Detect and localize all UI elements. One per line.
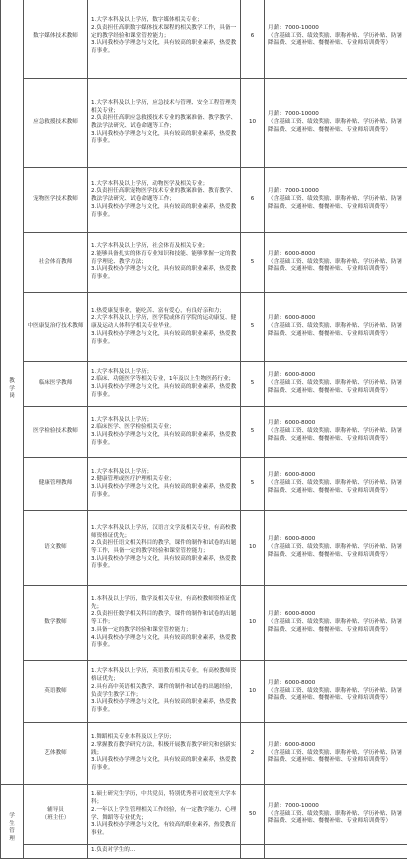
table-row [1,407,407,458]
position-cell [24,785,88,845]
headcount-cell: 10 [241,79,265,168]
position-label: 医学检验技术教师 [33,428,78,436]
position-cell [24,362,88,407]
salary-cell: 月薪：7000-10000 （含基础工资、绩效奖励、职称补贴、学历补贴、防暑降温费、交通补贴、餐餐补贴、专业师培训费等） [265,785,407,845]
table-row [1,511,407,586]
headcount-cell: 6 [241,0,265,79]
category-cell-teacher [1,0,24,785]
table-row [1,785,407,845]
category-label: 学生管理 [9,813,16,844]
requirements-cell: 1.大学本科及以上学历，社会体育及相关专业； 2.能够具备扎实的体育专业知识和技能、能够掌握一定的教育学理论、教学方法； 3.认同我校办学理念与文化，具有较高的职业素养，热爱教育事业。 [88,233,241,293]
headcount-cell: 5 [241,233,265,293]
salary-cell: 月薪：6000-8000 （含基础工资、绩效奖励、职称补贴、学历补贴、防暑降温费、交通补贴、餐餐补贴、专业师培训费等） [265,362,407,407]
position-label: 艺体教师 [44,750,66,758]
category-label: 教学岗 [9,378,16,401]
position-label: 应急救援技术教师 [33,119,78,127]
position-cell [24,586,88,661]
table-row [1,293,407,362]
table-row [1,79,407,168]
salary-cell: 月薪：6000-8000 （含基础工资、绩效奖励、职称补贴、学历补贴、防暑降温费、交通补贴、餐餐补贴、专业师培训费等） [265,723,407,785]
position-cell [24,0,88,79]
requirements-cell: 1.大学本科及以上学历，应急技术与管理、安全工程管理类相关专业； 2.负责担任高职应急救援技术专业的教案准备、教学教学、教法学法研究、试卷命题等工作； 3.认同我校办学理念与文化，具有较高的职业素养，热爱教育事业。 [88,79,241,168]
position-label: 数学教师 [44,619,66,627]
requirements-cell: 1.大学本科及以上学历，英语教育相关专业，有高校教师资格证优先； 2.具有高中英语相关教学、课件的制作和试卷的出题经验，负责学生教学工作； 3.认同我校办学理念与文化，具有较高的职业素养，热爱教育事业。 [88,661,241,723]
position-cell [24,293,88,362]
position-cell [24,661,88,723]
headcount-cell: 10 [241,661,265,723]
position-cell [24,407,88,458]
requirements-cell: 1.大学本科及以上学历； 2.健康管理或医疗护理相关专业； 3.认同我校办学理念与文化，具有较高的职业素养，热爱教育事业。 [88,458,241,511]
position-cell [24,845,88,859]
headcount-cell: 10 [241,586,265,661]
position-label: 社会体育教师 [39,259,73,267]
salary-cell: 月薪：6000-8000 （含基础工资、绩效奖励、职称补贴、学历补贴、防暑降温费、交通补贴、餐餐补贴、专业师培训费等） [265,458,407,511]
recruitment-table-body [1,0,407,859]
requirements-cell: 1.大学本科及以上学历，数字媒体相关专业； 2.负责担任高职数字媒体技术课程的相关教学工作，具备一定的教学经验和课堂管控能力； 3.认同我校办学理念与文化，具有较高的职业素养，热爱教育事业。 [88,0,241,79]
table-row [1,362,407,407]
requirements-cell: 1.大学本科及以上学历； 2.临床医学、医学检验相关专业； 3.认同我校办学理念与文化，具有较高的职业素养，热爱教育事业。 [88,407,241,458]
salary-cell: 月薪：7000-10000 （含基础工资、绩效奖励、职称补贴、学历补贴、防暑降温费、交通补贴、餐餐补贴、专业师培训费等） [265,168,407,233]
table-row [1,168,407,233]
headcount-cell: 50 [241,785,265,845]
position-cell [24,458,88,511]
requirements-cell: 1.舞蹈相关专业本科及以上学历； 2.掌握教育教学研究方法，积极开展教育教学研究和创新实践； 3.认同我校办学理念与文化，具有较高的职业素养，热爱教育事业。 [88,723,241,785]
headcount-cell: 5 [241,458,265,511]
requirements-cell: 1.大学本科及以上学历，动物医学及相关专业； 2.负责担任高职宠物医学技术专业的教案准备、教育教学、教法学法研究、试卷命题等工作； 3.认同我校办学理念与文化，具有较高的职业素养，热爱教育事业。 [88,168,241,233]
salary-cell: 月薪：6000-8000 （含基础工资、绩效奖励、职称补贴、学历补贴、防暑降温费、交通补贴、餐餐补贴、专业师培训费等） [265,586,407,661]
table-row [1,458,407,511]
headcount-cell: 6 [241,168,265,233]
salary-cell: 月薪：6000-8000 （含基础工资、绩效奖励、职称补贴、学历补贴、防暑降温费、交通补贴、餐餐补贴、专业师培训费等） [265,511,407,586]
headcount-cell: 2 [241,723,265,785]
headcount-cell: 10 [241,511,265,586]
category-cell-student-affairs [1,785,24,859]
requirements-cell: 1.热爱康复事业，能吃苦、富有爱心，有良好亲和力； 2.大学本科及以上学历，医学院或体育学院的运动康复、健康及运动人体科学相关专业毕业。 3.认同我校办学理念与文化，具有较高的职业素养，热爱教育事业。 [88,293,241,362]
position-label: 数字媒体技术教师 [33,33,78,41]
position-cell [24,79,88,168]
salary-cell: 月薪：7000-10000 （含基础工资、绩效奖励、职称补贴、学历补贴、防暑降温费、交通补贴、餐餐补贴、专业师培训费等） [265,0,407,79]
table-row [1,723,407,785]
position-label: 语文教师 [44,544,66,552]
position-cell [24,233,88,293]
salary-cell [265,845,407,859]
table-row [1,586,407,661]
salary-cell: 月薪：6000-8000 （含基础工资、绩效奖励、职称补贴、学历补贴、防暑降温费、交通补贴、餐餐补贴、专业师培训费等） [265,233,407,293]
position-label: 健康管理教师 [39,480,73,488]
requirements-cell: 1.硕士研究生学历，中共党员，特别优秀者可放宽至大学本科； 2.一年以上学生管理相关工作经验，有一定教学能力、心理学、舞蹈等专业优先； 3.认同我校办学理念与文化，有较高的职业素养，热爱教育事业。 [88,785,241,845]
position-cell [24,511,88,586]
position-label: 英语教师 [44,688,66,696]
requirements-cell: 1.大学本科及以上学历； 2.临床、功能医学等相关专业，1年及以上生物医药行业； 3.认同我校办学理念与文化，具有较高的职业素养，热爱教育事业。 [88,362,241,407]
salary-cell: 月薪：6000-8000 （含基础工资、绩效奖励、职称补贴、学历补贴、防暑降温费、交通补贴、餐餐补贴、专业师培训费等） [265,661,407,723]
salary-cell: 月薪：6000-8000 （含基础工资、绩效奖励、职称补贴、学历补贴、防暑降温费、交通补贴、餐餐补贴、专业师培训费等） [265,407,407,458]
table-row [1,661,407,723]
requirements-cell: 1.大学本科及以上学历，汉语言文学及相关专业，有高校教师资格证优先； 2.负责担任语文相关科目的教学，课件的制作和试卷的出题等工作，具备一定的教学经验和课堂管控能力； 3.认同我校办学理念与文化，具有较高的职业素养，热爱教育事业。 [88,511,241,586]
table-row [1,845,407,859]
position-label: 临床医学教师 [39,380,73,388]
table-row [1,0,407,79]
salary-cell: 月薪：7000-10000 （含基础工资、绩效奖励、职称补贴、学历补贴、防暑降温费、交通补贴、餐餐补贴、专业师培训费等） [265,79,407,168]
position-cell [24,168,88,233]
headcount-cell [241,845,265,859]
position-label: 宠物医学技术教师 [33,196,78,204]
salary-cell: 月薪：6000-8000 （含基础工资、绩效奖励、职称补贴、学历补贴、防暑降温费、交通补贴、餐餐补贴、专业师培训费等） [265,293,407,362]
requirements-cell: 1.负责对学生的… [88,845,241,859]
headcount-cell: 5 [241,293,265,362]
headcount-cell: 5 [241,407,265,458]
requirements-cell: 1.本科及以上学历，数学及相关专业，有高校教师资格证优先； 2.负责担任数学相关科目的教学，课件的制作和试卷的出题等工作； 3.具备一定的教学经验和课堂管控能力； 4.认同我校办学理念与文化，具有较高的职业素养，热爱教育事业。 [88,586,241,661]
position-label: 辅导员 （班主任） [42,807,70,822]
position-cell [24,723,88,785]
headcount-cell: 5 [241,362,265,407]
position-label: 中医康复治疗技术教师 [28,323,84,331]
table-row [1,233,407,293]
